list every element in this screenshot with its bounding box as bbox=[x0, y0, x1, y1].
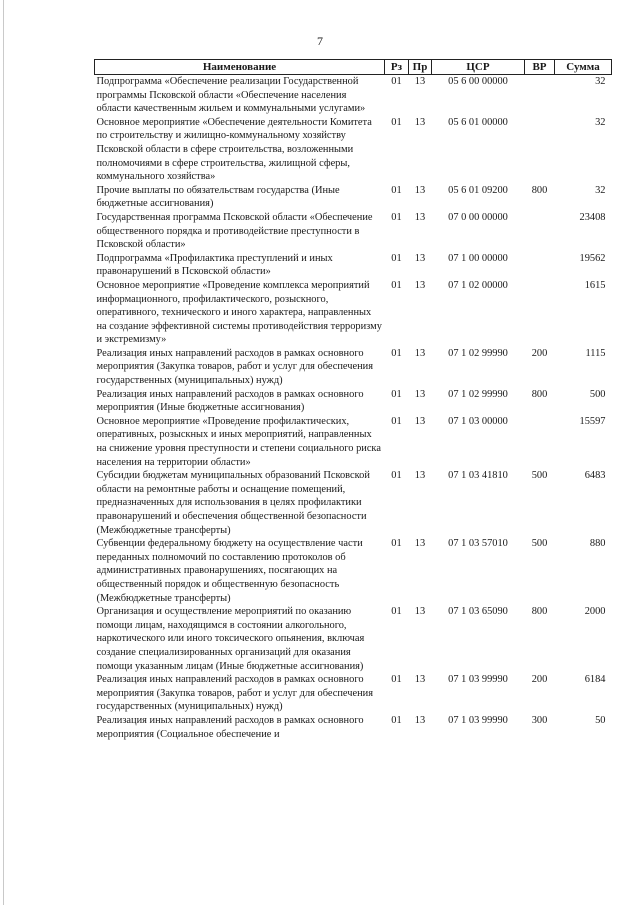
table-row bbox=[95, 537, 612, 605]
budget-table-container bbox=[94, 59, 611, 741]
cell-rz: 01 bbox=[391, 388, 402, 400]
budget-table bbox=[94, 59, 612, 741]
table-row bbox=[95, 211, 612, 252]
cell-rz: 01 bbox=[391, 538, 402, 550]
cell-name: Основное мероприятие «Проведение профилактических, оперативных, розыскных и иных мероприятий, направленных на снижение уровня преступности и степени социального риска населения на территории области» bbox=[96, 415, 381, 468]
header-pr: Пр bbox=[409, 60, 432, 75]
cell-rz: 01 bbox=[391, 347, 402, 359]
header-sum: Сумма bbox=[555, 60, 612, 75]
cell-csr: 07 1 03 00000 bbox=[448, 415, 508, 427]
cell-vr: 800 bbox=[531, 388, 548, 400]
cell-vr: 800 bbox=[531, 184, 548, 196]
cell-name: Основное мероприятие «Обеспечение деятельности Комитета по строительству и жилищно-коммунальному хозяйству Псковской области в сфере строительства, возложенными полномочиями в сфере строительства, жилищной сферы, коммунального хозяйства» bbox=[96, 116, 372, 183]
table-row bbox=[95, 605, 612, 673]
table-row bbox=[95, 116, 612, 184]
cell-name: Реализация иных направлений расходов в рамках основного мероприятия (Иные бюджетные ассигнования) bbox=[96, 388, 364, 414]
cell-sum: 6184 bbox=[584, 674, 606, 686]
cell-sum: 500 bbox=[589, 388, 606, 400]
cell-vr: 500 bbox=[531, 470, 548, 482]
cell-csr: 07 1 03 41810 bbox=[448, 470, 508, 482]
header-row bbox=[95, 60, 612, 75]
cell-name: Подпрограмма «Обеспечение реализации Государственной программы Псковской области «Обеспечение населения области качественным жильем и коммунальными услугами» bbox=[96, 76, 366, 115]
cell-name: Реализация иных направлений расходов в рамках основного мероприятия (Закупка товаров, работ и услуг для обеспечения государственных (муниципальных) нужд) bbox=[96, 674, 373, 713]
cell-csr: 05 6 01 09200 bbox=[448, 184, 508, 196]
cell-rz: 01 bbox=[391, 606, 402, 618]
cell-sum: 32 bbox=[595, 116, 606, 128]
cell-sum: 19562 bbox=[579, 252, 606, 264]
cell-name: Основное мероприятие «Проведение комплекса мероприятий информационного, профилактического, розыскного, оперативного, технического и иного характера, направленных на создание эффективной системы противодействия терроризму и экстремизму» bbox=[96, 279, 382, 346]
cell-sum: 32 bbox=[595, 184, 606, 196]
table-row bbox=[95, 714, 612, 741]
cell-vr bbox=[525, 415, 555, 469]
cell-rz: 01 bbox=[391, 211, 402, 223]
cell-sum: 23408 bbox=[579, 211, 606, 223]
cell-csr: 07 1 03 57010 bbox=[448, 538, 508, 550]
cell-rz: 01 bbox=[391, 116, 402, 128]
cell-name: Государственная программа Псковской области «Обеспечение общественного порядка и противодействие преступности в Псковской области» bbox=[96, 211, 373, 251]
cell-name: Субвенции федеральному бюджету на осуществление части переданных полномочий по составлению протоколов об административных правонарушениях, посягающих на общественный порядок и общественную безопасность (Межбюджетные трансферты) bbox=[96, 538, 363, 604]
header-csr: ЦСР bbox=[432, 60, 525, 75]
cell-name: Субсидии бюджетам муниципальных образований Псковской области на ремонтные работы и оснащение помещений, предназначенных для использования в целях профилактики правонарушений и обеспечения общественной безопасности (Межбюджетные трансферты) bbox=[96, 470, 370, 536]
cell-pr: 13 bbox=[414, 388, 426, 400]
table-row bbox=[95, 184, 612, 211]
cell-csr: 07 1 02 99990 bbox=[448, 388, 508, 400]
header-vr: ВР bbox=[525, 60, 555, 75]
table-body bbox=[95, 75, 612, 742]
cell-pr: 13 bbox=[414, 415, 426, 427]
cell-pr: 13 bbox=[414, 76, 426, 87]
table-row bbox=[95, 279, 612, 347]
cell-sum: 1115 bbox=[585, 347, 606, 359]
cell-sum: 880 bbox=[589, 538, 606, 550]
cell-name: Реализация иных направлений расходов в рамках основного мероприятия (Социальное обеспечение и bbox=[96, 714, 364, 740]
header-rz: Рз bbox=[385, 60, 409, 75]
table-row bbox=[95, 252, 612, 279]
cell-pr: 13 bbox=[414, 674, 426, 686]
cell-csr: 07 1 03 65090 bbox=[448, 606, 508, 618]
table-row bbox=[95, 75, 612, 116]
cell-pr: 13 bbox=[414, 470, 426, 482]
cell-sum: 6483 bbox=[584, 470, 606, 482]
cell-sum: 15597 bbox=[579, 415, 606, 427]
cell-csr: 07 1 00 00000 bbox=[448, 252, 508, 264]
cell-csr: 07 0 00 00000 bbox=[448, 211, 508, 223]
cell-pr: 13 bbox=[414, 279, 426, 291]
cell-csr: 05 6 00 00000 bbox=[448, 76, 508, 87]
table-row bbox=[95, 673, 612, 714]
cell-csr: 07 1 03 99990 bbox=[448, 674, 508, 686]
cell-csr: 05 6 01 00000 bbox=[448, 116, 508, 128]
cell-vr bbox=[525, 211, 555, 252]
cell-rz: 01 bbox=[391, 252, 402, 264]
cell-rz: 01 bbox=[391, 415, 402, 427]
cell-vr: 200 bbox=[531, 674, 548, 686]
cell-sum: 50 bbox=[595, 714, 606, 726]
cell-vr bbox=[525, 116, 555, 184]
cell-pr: 13 bbox=[414, 714, 426, 726]
cell-rz: 01 bbox=[391, 674, 402, 686]
cell-pr: 13 bbox=[414, 538, 426, 550]
cell-sum: 2000 bbox=[584, 606, 606, 618]
cell-csr: 07 1 02 00000 bbox=[448, 279, 508, 291]
table-row bbox=[95, 415, 612, 469]
cell-rz: 01 bbox=[391, 184, 402, 196]
cell-pr: 13 bbox=[414, 211, 426, 223]
cell-vr bbox=[525, 279, 555, 347]
cell-rz: 01 bbox=[391, 76, 402, 87]
cell-csr: 07 1 03 99990 bbox=[448, 714, 508, 726]
cell-pr: 13 bbox=[414, 184, 426, 196]
cell-rz: 01 bbox=[391, 279, 402, 291]
cell-pr: 13 bbox=[414, 252, 426, 264]
cell-vr: 500 bbox=[531, 538, 548, 550]
table-row bbox=[95, 469, 612, 537]
cell-pr: 13 bbox=[414, 347, 426, 359]
cell-name: Прочие выплаты по обязательствам государства (Иные бюджетные ассигнования) bbox=[96, 184, 340, 210]
cell-csr: 07 1 02 99990 bbox=[448, 347, 508, 359]
cell-vr: 200 bbox=[531, 347, 548, 359]
cell-sum: 1615 bbox=[584, 279, 606, 291]
cell-vr bbox=[525, 252, 555, 279]
cell-pr: 13 bbox=[414, 116, 426, 128]
table-row bbox=[95, 347, 612, 388]
page-number: 7 bbox=[317, 34, 323, 48]
cell-name: Реализация иных направлений расходов в рамках основного мероприятия (Закупка товаров, работ и услуг для обеспечения государственных (муниципальных) нужд) bbox=[96, 347, 373, 387]
cell-sum: 32 bbox=[595, 76, 606, 87]
cell-rz: 01 bbox=[391, 714, 402, 726]
cell-vr bbox=[525, 75, 555, 116]
cell-pr: 13 bbox=[414, 606, 426, 618]
cell-name: Организация и осуществление мероприятий по оказанию помощи лицам, находящимся в состоянии алкогольного, наркотического или иного токсического опьянения, включая создание специализированных организаций для оказания помощи указанным лицам (Иные бюджетные ассигнования) bbox=[96, 606, 365, 672]
cell-name: Подпрограмма «Профилактика преступлений и иных правонарушений в Псковской области» bbox=[96, 252, 333, 278]
table-row bbox=[95, 388, 612, 415]
cell-rz: 01 bbox=[391, 470, 402, 482]
cell-vr: 300 bbox=[531, 714, 548, 726]
scan-edge-line bbox=[3, 0, 4, 905]
cell-vr: 800 bbox=[531, 606, 548, 618]
table-header bbox=[95, 60, 612, 75]
header-name: Наименование bbox=[95, 60, 385, 75]
